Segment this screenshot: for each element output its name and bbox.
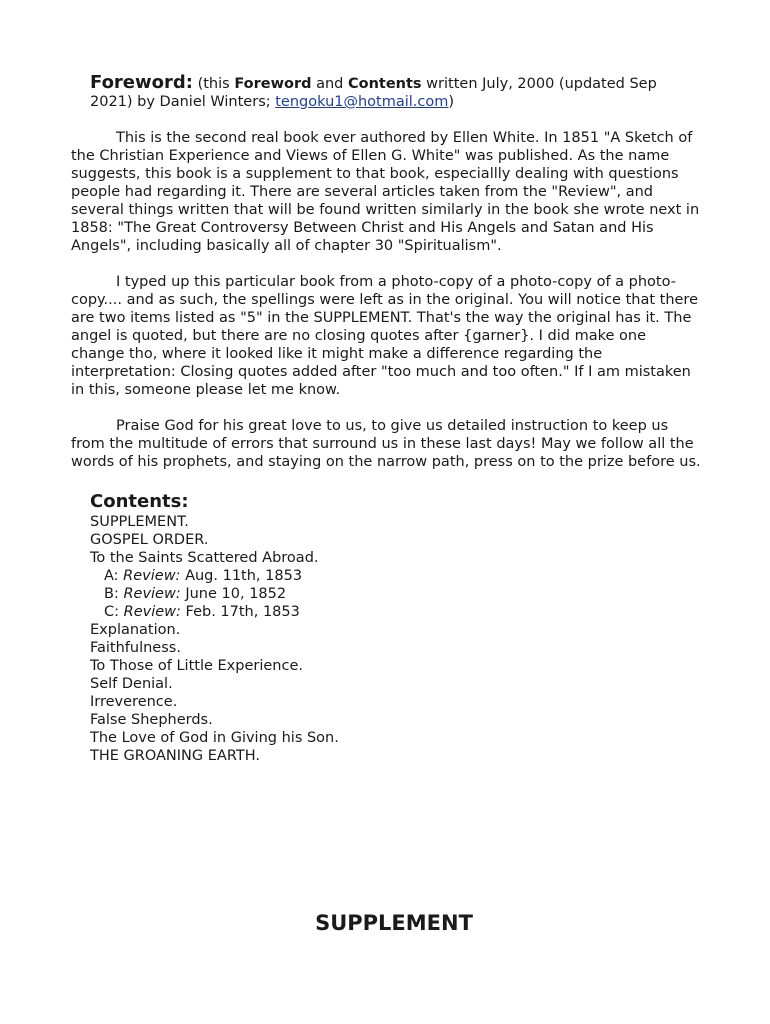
- foreword-bold-foreword: Foreword: [234, 76, 312, 92]
- contents-sub-item: [90, 603, 703, 621]
- sub-item-source: Review:: [123, 568, 181, 584]
- author-email-link[interactable]: tengoku1@hotmail.com: [275, 94, 449, 110]
- contents-item: GOSPEL ORDER.: [90, 532, 209, 548]
- sub-item-source: Review:: [123, 586, 181, 602]
- contents-item: Explanation.: [90, 622, 181, 638]
- contents-item: False Shepherds.: [90, 712, 213, 728]
- contents-item: Irreverence.: [90, 694, 178, 710]
- sub-item-date: Aug. 11th, 1853: [185, 568, 303, 584]
- contents-item: To Those of Little Experience.: [90, 658, 303, 674]
- contents-item: The Love of God in Giving his Son.: [90, 730, 339, 746]
- sub-item-date: June 10, 1852: [185, 586, 287, 602]
- foreword-intro-rest: written July, 2000 (updated Sep 2021) by Daniel Winters;: [90, 76, 657, 110]
- contents-item: To the Saints Scattered Abroad.: [90, 550, 319, 566]
- contents-sub-item: [90, 567, 703, 585]
- foreword-title: Foreword:: [90, 72, 193, 93]
- contents-item: SUPPLEMENT.: [90, 514, 189, 530]
- sub-item-date: Feb. 17th, 1853: [185, 604, 300, 620]
- contents-item: Self Denial.: [90, 676, 173, 692]
- foreword-paragraph-3: Praise God for his great love to us, to give us detailed instruction to keep us from the multitude of errors that surround us in these last days! May we follow all the words of his prophets, and staying on the narrow path, press on to the prize before us.: [71, 418, 701, 470]
- sub-item-letter: B:: [104, 586, 119, 602]
- foreword-close-paren: ): [448, 94, 455, 110]
- sub-item-letter: A:: [104, 568, 119, 584]
- foreword-and: and: [316, 76, 344, 92]
- foreword-intro-open: (this: [197, 76, 230, 92]
- contents-section: [71, 491, 703, 765]
- supplement-heading: SUPPLEMENT: [315, 911, 473, 935]
- contents-title: Contents:: [90, 491, 189, 512]
- foreword-paragraph-2: I typed up this particular book from a photo-copy of a photo-copy of a photo-copy.... and as such, the spellings were left as in the original. You will notice that there are two items listed as "5" in the SUPPLEMENT. That's the way the original has it. The angel is quoted, but there are no closing quotes after {garner}. I did make one change tho, where it looked like it might make a difference regarding the interpretation: Closing quotes added after "too much and too often." If I am mistaken in this, someone please let me know.: [71, 274, 698, 398]
- sub-item-letter: C:: [104, 604, 120, 620]
- contents-item: THE GROANING EARTH.: [90, 748, 260, 764]
- contents-item: Faithfulness.: [90, 640, 181, 656]
- foreword-bold-contents: Contents: [347, 76, 422, 92]
- document-page: [71, 74, 703, 765]
- sub-item-source: Review:: [123, 604, 181, 620]
- contents-sub-item: [90, 585, 703, 603]
- contents-list: [90, 513, 703, 765]
- foreword-paragraph-1: This is the second real book ever authored by Ellen White. In 1851 "A Sketch of the Christian Experience and Views of Ellen G. White" was published. As the name suggests, this book is a supplement to that book, especiallly dealing with questions people had regarding it. There are several articles taken from the "Review", and several things written that will be found written similarly in the book she wrote next in 1858: "The Great Controversy Between Christ and His Angels and Satan and His Angels", including basically all of chapter 30 "Spiritualism".: [71, 130, 700, 254]
- foreword-header: [71, 74, 703, 111]
